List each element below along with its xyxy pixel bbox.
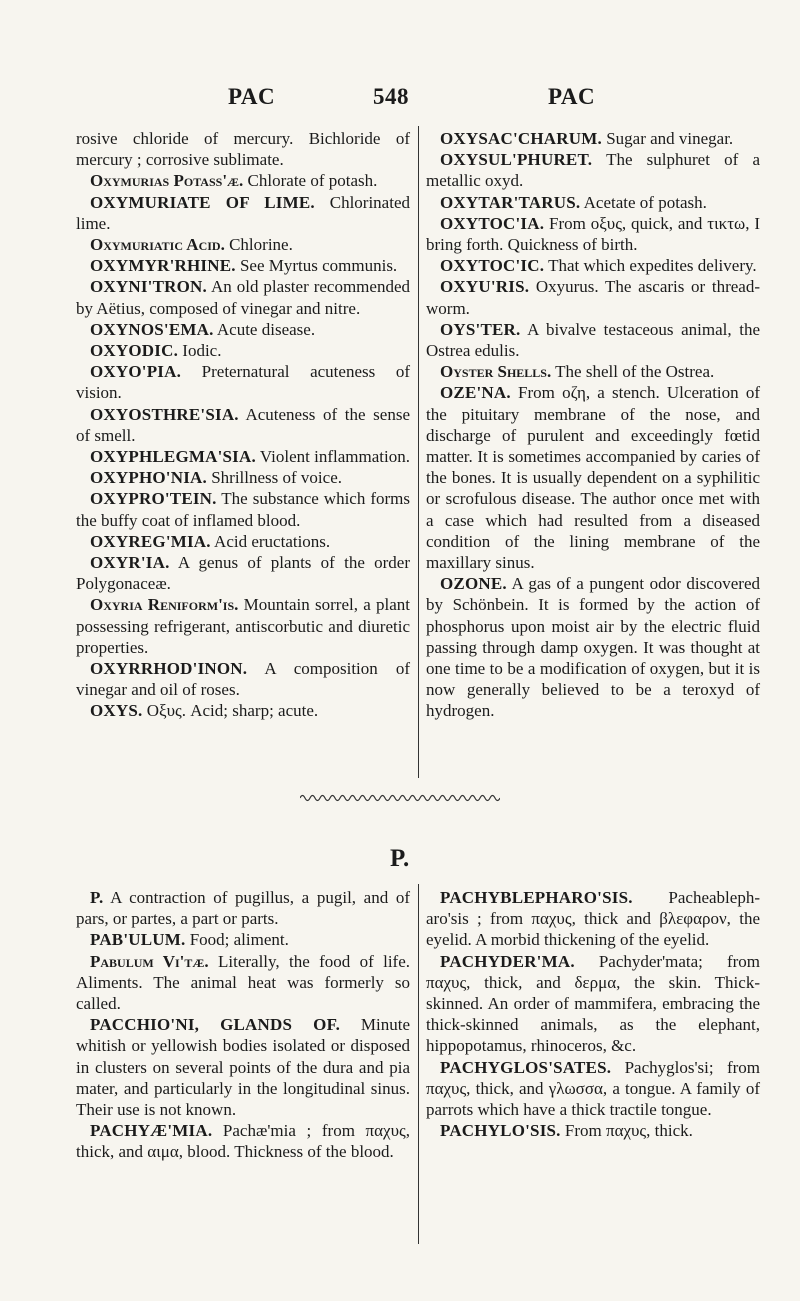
dictionary-entry xyxy=(76,658,410,700)
entry-definition: Chlorate of potash. xyxy=(243,171,378,191)
entry-definition: See Myrtus communis. xyxy=(235,256,398,276)
dictionary-entry xyxy=(76,255,410,276)
entry-headword: PACHYLO'SIS. xyxy=(440,1121,561,1141)
entry-definition: Mountain sorrel, a plant possessing refrigerant, antiscorbutic and diuretic properties. xyxy=(76,595,410,657)
section-letter: P. xyxy=(390,845,410,872)
entry-definition: Οξυς. Acid; sharp; acute. xyxy=(142,701,319,721)
dictionary-entry xyxy=(426,361,760,382)
entry-headword: OZE'NA. xyxy=(440,383,511,403)
entry-headword: OXYSAC'CHARUM. xyxy=(440,129,602,148)
entry-headword: OYS'TER. xyxy=(440,319,521,339)
column-right-lower xyxy=(426,887,760,1141)
entry-definition: Oxyurus. The ascaris or thread-worm. xyxy=(426,277,760,318)
dictionary-entry xyxy=(426,1120,760,1141)
entry-headword: OXYTAR'TARUS. xyxy=(440,192,581,212)
column-left-upper xyxy=(76,128,410,722)
entry-headword: OZONE. xyxy=(440,574,507,594)
dictionary-entry xyxy=(76,488,410,530)
entry-definition: Chlorinated lime. xyxy=(76,192,410,233)
page-header xyxy=(0,84,800,114)
dictionary-entry xyxy=(76,234,410,255)
entry-definition: Acute disease. xyxy=(213,319,316,339)
entry-definition: Sugar and vinegar. xyxy=(601,129,734,148)
entry-headword: Oyster Shells. xyxy=(440,362,552,382)
entry-definition: Pachæ'mia ; from παχυς, thick, and αιμα, blood. Thickness of the blood. xyxy=(76,1121,410,1162)
entry-headword: PACHYGLOS'SATES. xyxy=(440,1057,612,1077)
entry-definition: A composition of vinegar and oil of roses. xyxy=(76,659,410,700)
dictionary-entry xyxy=(76,552,410,594)
entry-headword: OXYPHO'NIA. xyxy=(90,468,207,488)
dictionary-entry xyxy=(426,213,760,255)
header-left-guideword: PAC xyxy=(228,84,276,109)
dictionary-entry xyxy=(76,340,410,361)
section-divider-wavy xyxy=(300,793,500,803)
dictionary-entry xyxy=(76,319,410,340)
dictionary-entry xyxy=(426,149,760,191)
column-divider-upper xyxy=(418,126,419,778)
dictionary-entry xyxy=(76,170,410,191)
entry-definition: Acuteness of the sense of smell. xyxy=(76,404,410,445)
entry-definition: Acetate of potash. xyxy=(580,192,707,212)
entry-definition: An old plaster recommended by Aëtius, composed of vinegar and nitre. xyxy=(76,277,410,318)
header-right-guideword: PAC xyxy=(548,84,596,109)
entry-definition: That which expedites delivery. xyxy=(544,256,757,276)
entry-definition: Food; aliment. xyxy=(185,930,289,950)
column-divider-lower xyxy=(418,884,419,1244)
dictionary-entry xyxy=(76,531,410,552)
entry-definition: The substance which forms the buffy coat of inflamed blood. xyxy=(76,489,410,530)
entry-definition: The sulphuret of a metallic oxyd. xyxy=(426,150,760,191)
entry-definition: A genus of plants of the order Polygonaceæ. xyxy=(76,553,410,594)
dictionary-entry xyxy=(76,1120,410,1162)
dictionary-entry xyxy=(76,700,410,721)
dictionary-entry xyxy=(76,594,410,658)
dictionary-entry xyxy=(76,192,410,234)
entry-headword: P. xyxy=(90,888,104,907)
dictionary-entry xyxy=(426,951,760,1057)
entry-definition: Acid eructations. xyxy=(210,531,331,551)
entry-headword: OXYPHLEGMA'SIA. xyxy=(90,447,256,467)
entry-definition: Preternatural acuteness of vision. xyxy=(76,362,410,403)
entry-definition: Iodic. xyxy=(178,341,222,361)
entry-definition: From παχυς, thick. xyxy=(560,1121,693,1141)
dictionary-entry xyxy=(426,382,760,573)
entry-headword: OXYSUL'PHURET. xyxy=(440,150,593,170)
dictionary-entry xyxy=(76,128,410,170)
entry-headword: OXYMURIATE OF LIME. xyxy=(90,192,315,212)
dictionary-entry xyxy=(426,573,760,721)
dictionary-entry xyxy=(76,404,410,446)
entry-headword: Oxyria Reniform'is. xyxy=(90,595,239,615)
entry-headword: OXYREG'MIA. xyxy=(90,531,211,551)
entry-headword: OXYODIC. xyxy=(90,341,179,361)
dictionary-entry xyxy=(76,446,410,467)
entry-headword: Oxymurias Potass'æ. xyxy=(90,171,244,191)
entry-definition: From οζη, a stench. Ulceration of the pituitary membrane of the nose, and discharge of purulent and exceedingly fœtid matter. It is sometimes accompanied by caries of the bones. It is usually dependent on a syphilitic or scrofulous disease. The author once met with a case which had resulted from a diseased condition of the lining membrane of the maxillary sinus. xyxy=(426,383,760,573)
entry-definition: Literally, the food of life. Aliments. The animal heat was formerly so called. xyxy=(76,951,410,1014)
entry-headword: Pabulum Vi'tæ. xyxy=(90,951,209,971)
entry-text: rosive chloride of mercury. Bichloride of mercury ; corrosive sublimate. xyxy=(76,129,410,170)
dictionary-entry xyxy=(76,276,410,318)
entry-headword: OXYNI'TRON. xyxy=(90,277,207,297)
entry-headword: OXYRRHOD'INON. xyxy=(90,659,248,679)
entry-definition: Violent inflammation. xyxy=(255,447,410,467)
entry-definition: A contraction of pugillus, a pugil, and of pars, or partes, a part or parts. xyxy=(76,888,410,929)
entry-headword: PACCHIO'NI, GLANDS OF. xyxy=(90,1015,341,1035)
dictionary-entry xyxy=(76,361,410,403)
entry-headword: OXYS. xyxy=(90,701,143,721)
entry-definition: From οξυς, quick, and τικτω, I bring forth. Quickness of birth. xyxy=(426,213,760,255)
entry-definition: A bivalve testaceous animal, the Ostrea edulis. xyxy=(426,319,760,361)
entry-headword: OXYU'RIS. xyxy=(440,277,530,297)
entry-definition: Minute whitish or yellowish bodies isolated or disposed in clusters on several points of the dura and pia mater, and particularly in the longitudinal sinus. Their use is not known. xyxy=(76,1015,410,1120)
entry-definition: Pacheableph-aro'sis ; from παχυς, thick and βλεφαρον, the eyelid. A morbid thickening of the eyelid. xyxy=(426,888,760,950)
dictionary-entry xyxy=(76,887,410,929)
entry-definition: The shell of the Ostrea. xyxy=(551,362,715,382)
entry-headword: OXYPRO'TEIN. xyxy=(90,489,217,509)
entry-headword: Oxymuriatic Acid. xyxy=(90,235,225,255)
entry-headword: OXYNOS'EMA. xyxy=(90,319,214,339)
dictionary-entry xyxy=(426,1057,760,1121)
entry-headword: PACHYBLEPHARO'SIS. xyxy=(440,888,633,907)
entry-headword: PACHYDER'MA. xyxy=(440,951,575,971)
entry-headword: PACHYÆ'MIA. xyxy=(90,1121,213,1141)
dictionary-entry xyxy=(426,128,760,149)
entry-headword: OXYOSTHRE'SIA. xyxy=(90,404,239,424)
dictionary-entry xyxy=(426,276,760,318)
entry-headword: OXYTOC'IC. xyxy=(440,256,545,276)
dictionary-entry xyxy=(426,887,760,951)
column-left-lower xyxy=(76,887,410,1163)
entry-definition: Pachyglos'si; from παχυς, thick, and γλωσσα, a tongue. A family of parrots which have a thick tractile tongue. xyxy=(426,1057,760,1120)
dictionary-entry xyxy=(426,319,760,361)
page-number: 548 xyxy=(373,84,409,109)
dictionary-entry xyxy=(76,929,410,950)
dictionary-entry xyxy=(76,1014,410,1120)
dictionary-entry xyxy=(426,192,760,213)
entry-definition: Pachyder'mata; from παχυς, thick, and δερμα, the skin. Thick-skinned. An order of mammifera, embracing the thick-skinned animals, as the elephant, hippopotamus, rhinoceros, &c. xyxy=(426,951,760,1056)
entry-definition: Shrillness of voice. xyxy=(206,468,342,488)
entry-definition: Chlorine. xyxy=(224,235,293,255)
entry-definition: A gas of a pungent odor discovered by Schönbein. It is formed by the action of phosphorus upon moist air by the electric fluid passing through damp oxygen. It was thought at one time to be a modification of oxygen, but it is now generally believed to be a teroxyd of hydrogen. xyxy=(426,574,760,721)
dictionary-entry xyxy=(426,255,760,276)
dictionary-entry xyxy=(76,467,410,488)
entry-headword: PAB'ULUM. xyxy=(90,930,186,950)
entry-headword: OXYO'PIA. xyxy=(90,362,182,382)
entry-headword: OXYMYR'RHINE. xyxy=(90,256,236,276)
entry-headword: OXYTOC'IA. xyxy=(440,213,545,233)
entry-headword: OXYR'IA. xyxy=(90,553,170,573)
column-right-upper xyxy=(426,128,760,722)
dictionary-entry xyxy=(76,951,410,1015)
